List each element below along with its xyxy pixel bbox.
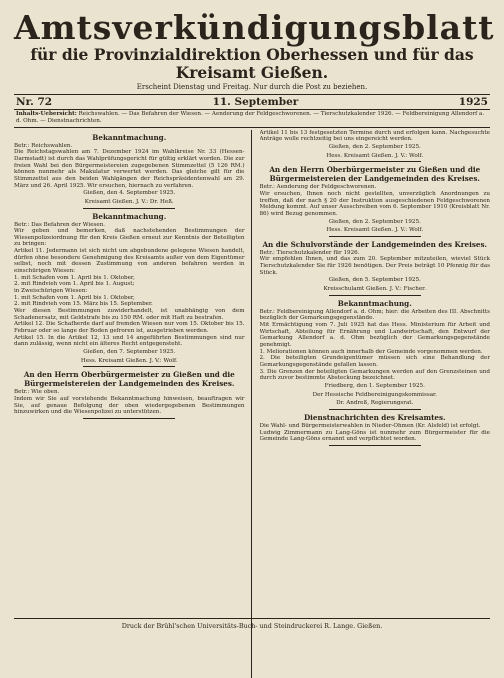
article-paragraph: Artikel 12. Die Schafherde darf auf fremden Wiesen nur vom 15. Oktober bis 15. Februar oder so lange der Boden gefroren ist, ausgetrieben werden. <box>14 321 245 334</box>
article-paragraph: 3. Die Grenzen der beteiligten Gemarkungen werden auf den Grenzsteinen und durch zuvor bestimmte Absteckung bezeichnet. <box>259 368 490 382</box>
contents-label: Inhalts-Uebersicht: <box>16 111 77 117</box>
article-paragraph: 2. mit Rindvieh vom 1. April bis 1. August; <box>14 281 135 288</box>
article-signature: Dr. Andreß, Regierungsrat. <box>336 400 414 407</box>
left-column <box>14 130 252 678</box>
article-heading: An die Schulvorstände der Landgemeinden des Kreises. <box>262 239 488 249</box>
article <box>14 212 245 368</box>
article-paragraph: Betr.: Aenderung der Feldgeschworenen. <box>259 184 377 191</box>
article-heading: An den Herrn Oberbürgermeister zu Gießen und die Bürgermeistereien der Landgemeinden des Kreises. <box>23 370 235 389</box>
article-heading: Bekanntmachung. <box>92 211 167 221</box>
issue-number: Nr. 72 <box>16 96 53 108</box>
contents-text: Reichswahlen. — Das Befahren der Wiesen. — Aenderung der Feldgeschworenen. — Tierschutzkalender 1926. — Feldbereinigung Allendorf a. d. Ohm. — Dienstnachrichten. <box>16 111 485 124</box>
issue-year: 1925 <box>458 96 488 108</box>
article-paragraph: Betr.: Wie oben. <box>14 389 60 396</box>
article-paragraph: Betr.: Tierschutzkalender für 1926. <box>259 249 360 256</box>
section-divider <box>83 418 175 419</box>
section-divider <box>83 208 175 209</box>
article-paragraph: Wir empfehlen Ihnen, und das zum 20. September mitzuteilen, wieviel Stück Tierschutzkalender Sie für 1926 benötigen. Der Preis beträgt 10 Pfennig für das Stück. <box>259 256 490 276</box>
article-paragraph: in Zweischürigen Wiesen: <box>14 288 88 295</box>
article-paragraph: 1. Meliorationen können auch innerhalb der Gemeinde vorgenommen werden. <box>259 348 483 355</box>
article-signature: Hess. Kreisamt Gießen. J. V.: Wolf. <box>80 357 178 364</box>
masthead <box>14 8 495 92</box>
printer-imprint: Druck der Brühl'schen Universitäts-Buch- und Steindruckerei R. Lange. Gießen. <box>14 618 490 630</box>
article-signature: Friedberg, den 1. September 1925. <box>324 382 425 389</box>
article-heading: Bekanntmachung. <box>92 132 167 142</box>
article <box>14 133 245 209</box>
contents-overview <box>14 110 490 128</box>
article-signature: Gießen, den 4. September 1925. <box>83 190 176 197</box>
article <box>260 413 491 446</box>
article-heading: Dienstnachrichten des Kreisamtes. <box>303 412 446 422</box>
article-paragraph: Mit Ermächtigung vom 7. Juli 1925 hat das Hess. Ministerium für Arbeit und Wirtschaft, Abteilung für Ernährung und Landwirtschaft, den Entwurf der Gemarkung Allendorf a. d. Ohm bezüglich der Gemarkungsgegenstände genehmigt. <box>259 322 490 349</box>
article-signature: Kreisamt Gießen. J. V.: Dr. Heß. <box>84 198 174 205</box>
article-paragraph: Wir ersuchen, Ihnen noch nicht gestellten, unverzüglich Anordnungen zu treffen, daß der nach § 20 der Instruktion ausgeschiedenen Feldgeschworenen Meldung kommt. Auf unser Ausschreiben vom 6. September 1910 (Kreisblatt Nr. 86) wird Bezug genommen. <box>259 190 490 217</box>
page-subtitle: für die Provinzialdirektion Oberhessen und für das Kreisamt Gießen. <box>30 45 474 82</box>
article-signature: Gießen, den 2. September 1925. <box>328 143 421 150</box>
publication-note: Erscheint Dienstag und Freitag. Nur durch die Post zu beziehen. <box>136 83 368 91</box>
article-signature: Hess. Kreisamt Gießen. J. V.: Wolf. <box>326 152 424 159</box>
columns <box>14 130 490 678</box>
article-paragraph: Die Reichstagswahlen am 7. Dezember 1924 im Wahlkreise Nr. 33 (Hessen-Darmstadt) ist durch das Wahlprüfungsgericht für gültig erklärt worden. Die zur freien Wahl bei den Bürgermeistereien zugegebenen Stimmzettel (5 126 RM.) können nunmehr als Makulatur verwertet werden. Das gleiche gilt für die Stimmzettel aus den beiden Wahlgängen der Reichspräsidentenwahl am 29. März und 26. April 1925. Wir ersuchen, hiernach zu verfahren. <box>14 149 245 189</box>
issue-info-bar <box>14 94 490 110</box>
article-paragraph: Ludwig Zimmermann zu Lang-Göns ist nunmehr zum Bürgermeister für die Gemeinde Lang-Göns ernannt und verpflichtet worden. <box>259 429 490 443</box>
section-divider <box>329 295 421 296</box>
article <box>260 299 491 410</box>
article-paragraph: 2. mit Rindvieh vom 15. März bis 15. September. <box>14 301 153 308</box>
article-paragraph: Betr.: Das Befahren der Wiesen. <box>14 221 106 228</box>
article-paragraph: Artikel 15. In die Artikel 12, 13 und 14 angeführten Bestimmungen sind nur dann zulässig, wenn nicht ein älteres Recht entgegensteht. <box>14 334 245 348</box>
article <box>260 240 491 296</box>
article-paragraph: Betr.: Feldbereinigung Allendorf a. d. Ohm; hier: die Arbeiten des III. Abschnitts bezüglich der Gemarkungsgegenstände. <box>259 308 490 322</box>
article-heading: An den Herrn Oberbürgermeister zu Gießen und die Bürgermeistereien der Landgemeinden des Kreises. <box>269 165 481 184</box>
article-paragraph: Indem wir Sie auf vorstehende Bekanntmachung hinweisen, beauftragen wir Sie, auf genaue Befolgung der oben wiedergegebenen Bestimmungen hinzuwirken und die Wiesenpolizei zu unterstützen. <box>14 395 245 416</box>
page-title: Amtsverkündigungsblatt <box>14 8 495 47</box>
article-signature: Gießen, den 7. September 1925. <box>83 348 176 355</box>
article-paragraph: Artikel 11 bis 13 festgesetzten Termine durch und erfolgen kann. Nachgesuchte Anträge wolle rechtzeitig bei uns eingereicht werden. <box>259 129 490 143</box>
article-signature: Gießen, den 5. September 1925. <box>328 277 421 284</box>
right-column <box>260 130 491 678</box>
section-divider <box>329 161 421 162</box>
article-heading: Bekanntmachung. <box>337 298 412 308</box>
article-paragraph: 1. mit Schafen vom 1. April bis 1. Oktober, <box>14 294 135 301</box>
article-signature: Gießen, den 2. September 1925. <box>328 218 421 225</box>
article-paragraph: Die Wahl- und Bürgermeisterwahlen in Nieder-Ohmen (Kr. Alsfeld) ist erfolgt. <box>259 422 481 429</box>
article-paragraph: Wer diesen Bestimmungen zuwiderhandelt, ist unabhängig von dem Schadenersatz, mit Geldstrafe bis zu 150 RM. oder mit Haft zu bestrafen. <box>14 308 245 321</box>
section-divider <box>329 236 421 237</box>
section-divider <box>329 445 421 446</box>
section-divider <box>83 366 175 367</box>
article <box>14 370 245 419</box>
article-paragraph: 1. mit Schafen vom 1. April bis 1. Oktober, <box>14 274 135 281</box>
article-paragraph: 2. Die beteiligten Grundeigentümer müssen sich eine Behandlung der Gemarkungsgegenstände gefallen lassen. <box>259 355 490 368</box>
article-paragraph: Artikel 11. Jedermann ist sich nicht um abgebundene gelegene Wiesen handelt, dürfen ohne besondere Genehmigung des Kreisamts außer von dem Eigentümer selbst, noch mit dessen Zustimmung von anderen befahren werden in einschürigen Wiesen: <box>14 248 245 275</box>
article-signature: Kreisschulamt Gießen. J. V.: Fischer. <box>323 286 427 293</box>
article-paragraph: Wir geben und bemerken, daß nachstehenden Bestimmungen der Wiesenpolizeiordnung für den Kreis Gießen erneut zur Kenntnis der Beteiligten zu bringen: <box>14 228 245 248</box>
article-signature: Hess. Kreisamt Gießen. J. V.: Wolf. <box>326 227 424 234</box>
issue-date: 11. September <box>212 96 299 108</box>
article-signature: Der Hessische Feldbereinigungskommissar. <box>312 391 437 398</box>
section-divider <box>329 409 421 410</box>
article <box>260 165 491 237</box>
article <box>260 130 491 163</box>
article-paragraph: Betr.: Reichswahlen. <box>14 142 73 149</box>
